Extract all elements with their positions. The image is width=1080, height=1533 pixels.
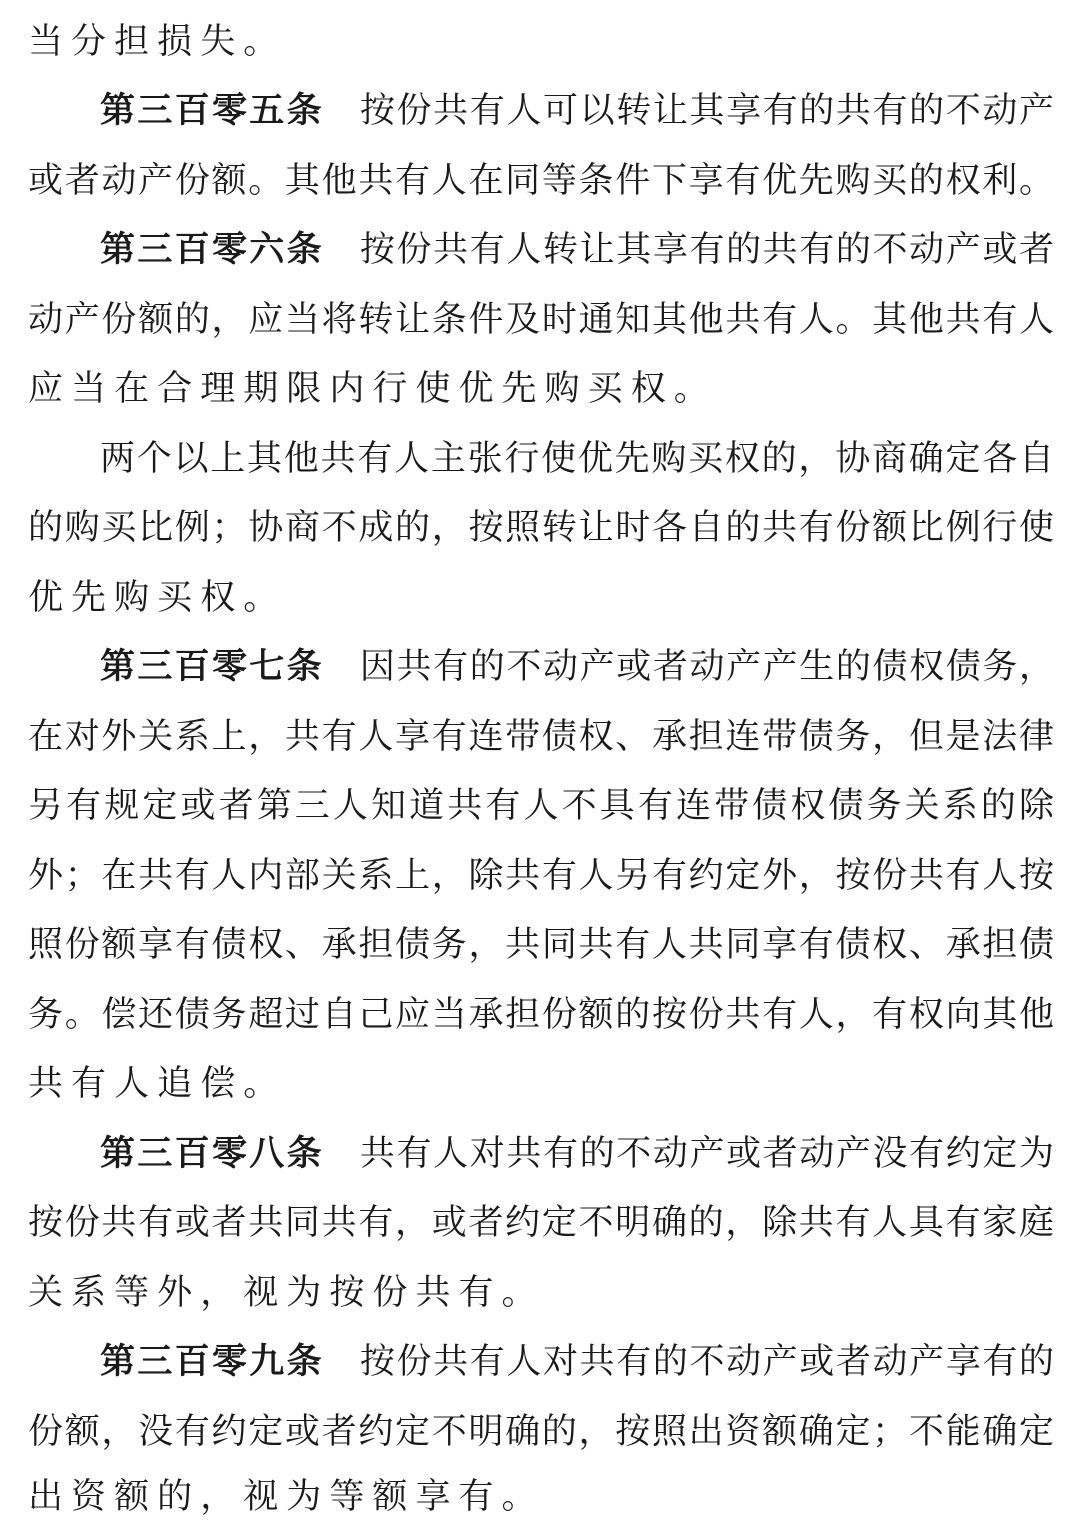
article-306: [100, 215, 1054, 285]
text-line: 务。偿还债务超过自己应当承担份额的按份共有人，有权向其他: [28, 995, 1054, 1035]
text-line: 或者动产份额。其他共有人在同等条件下享有优先购买的权利。: [28, 161, 1054, 201]
article-307-heading: 第三百零七条: [100, 647, 324, 687]
text-line: 按份共有或者共同共有，或者约定不明确的，除共有人具有家庭: [28, 1203, 1054, 1243]
text-line: 外；在共有人内部关系上，除共有人另有约定外，按份共有人按: [28, 856, 1054, 896]
text-line: 当分担损失。: [28, 22, 287, 62]
article-309-heading: 第三百零九条: [100, 1342, 324, 1382]
text-line: 共有人追偿。: [28, 1064, 287, 1104]
article-306-heading: 第三百零六条: [100, 230, 324, 270]
article-305-heading: 第三百零五条: [100, 91, 324, 131]
text-line: 动产份额的，应当将转让条件及时通知其他共有人。其他共有人: [28, 300, 1054, 340]
article-307-text: 因共有的不动产或者动产产生的债权债务，: [359, 647, 1054, 687]
text-line: 照份额享有债权、承担债务，共同共有人共同享有债权、承担债: [28, 925, 1054, 965]
article-306-text: 按份共有人转让其享有的共有的不动产或者: [359, 230, 1054, 270]
article-309-text: 按份共有人对共有的不动产或者动产享有的: [359, 1342, 1054, 1382]
text-line: 份额，没有约定或者约定不明确的，按照出资额确定；不能确定: [28, 1412, 1054, 1452]
text-line: 的购买比例；协商不成的，按照转让时各自的共有份额比例行使: [28, 508, 1054, 548]
article-309: [100, 1327, 1054, 1397]
text-line: 优先购买权。: [28, 578, 287, 618]
article-307: [100, 632, 1054, 702]
text-line: 两个以上其他共有人主张行使优先购买权的，协商确定各自: [100, 439, 1054, 479]
text-line: 关系等外，视为按份共有。: [28, 1273, 545, 1313]
article-308-heading: 第三百零八条: [100, 1134, 324, 1174]
article-305-text: 按份共有人可以转让其享有的共有的不动产: [359, 91, 1054, 131]
article-308: [100, 1119, 1054, 1189]
article-308-text: 共有人对共有的不动产或者动产没有约定为: [359, 1134, 1054, 1174]
text-line: 出资额的，视为等额享有。: [28, 1477, 545, 1517]
text-line: 另有规定或者第三人知道共有人不具有连带债权债务关系的除: [28, 786, 1054, 826]
text-line: 在对外关系上，共有人享有连带债权、承担连带债务，但是法律: [28, 717, 1054, 757]
article-305: [100, 76, 1054, 146]
text-line: 应当在合理期限内行使优先购买权。: [28, 369, 717, 409]
